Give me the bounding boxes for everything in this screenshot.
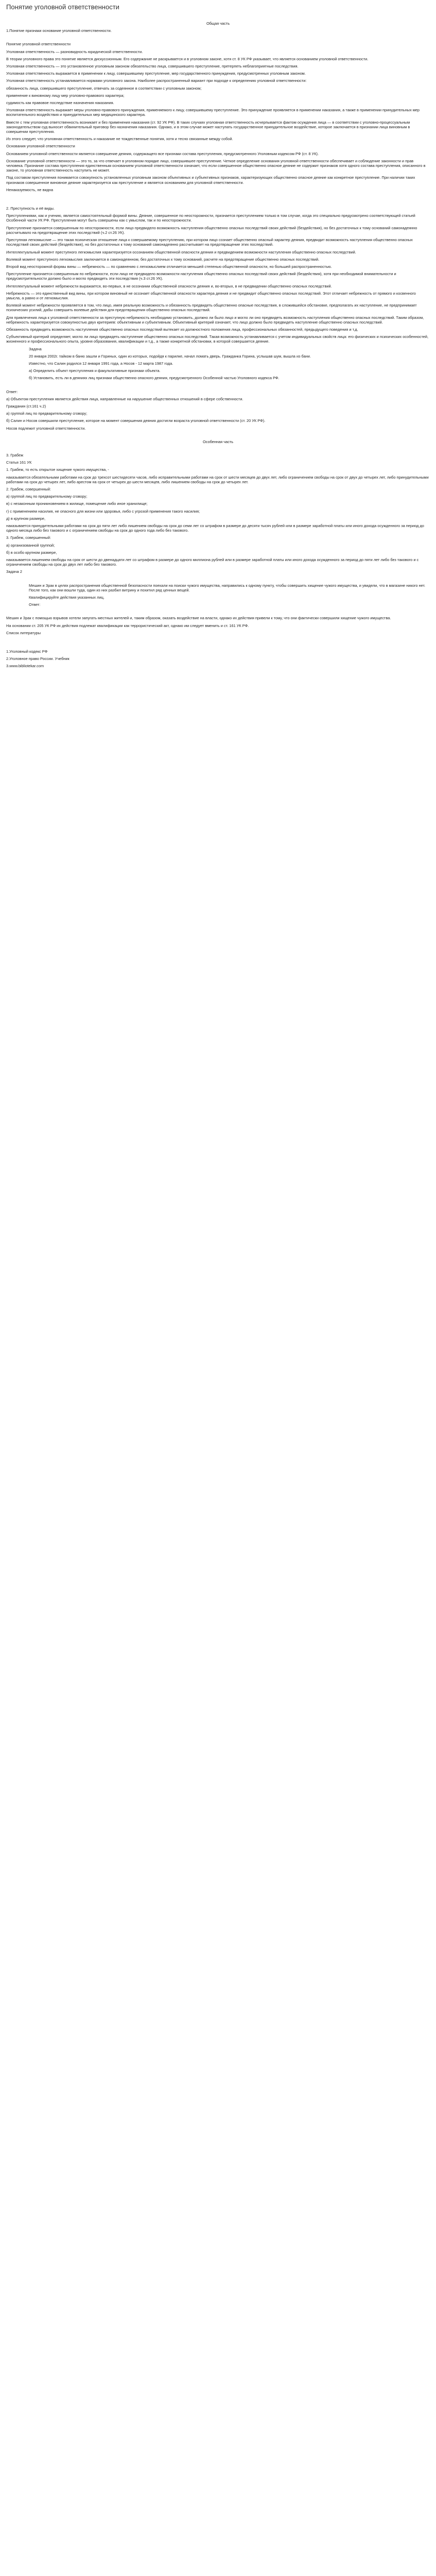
paragraph: Для привлечения лица к уголовной ответственности за преступную небрежность необходимо установить, должно ли было лицо и могло ли оно предвидеть возможность наступления общественно опасных последствий. Таким образом, небрежность характеризуется совокупностью двух критериев: объективным и субъективным. Объективный критерий означает, что лицо должно было предвидеть наступление общественно опасных последствий. [6,315,424,325]
section-heading-general: Общая часть [206,21,230,26]
paragraph: Вместе с тем уголовная ответственность возникает и без применения наказания (ст. 92 УК РФ). В таких случаях уголовная ответственность исчерпывается фактом осуждения лица — в соответствии с уголовно-процессуальным законодательством суд выносит обвинительный приговор без назначения наказания. Однако, и в этом случае может наступать государственное принудительное воздействие, которое заключается в признании лица виновным в совершении преступления. [6,120,410,134]
paragraph: Под составом преступления понимается совокупность установленных уголовным законом объективных и субъективных признаков, характеризующих общественно опасное деяние как конкретное преступление. При наличии таких признаков совершенное виновное деяние характеризуется как преступление и является основанием для уголовной ответственности. [6,175,415,185]
paragraph: Интеллектуальный момент преступного легкомыслия характеризуется осознанием общественной опасности деяния и предвидением возможности наступления общественно опасных последствий. [6,249,356,255]
paragraph: Ненаказуемость, не видна [6,187,54,192]
paragraph: Уголовная ответственность выражает меры уголовно-правового принуждения, применяемого к лицу, совершившему преступление. Это принуждение проявляется в применении наказания, а также в применении принудительных мер воспитательного воздействия и принудительных мер медицинского характера. [6,108,420,117]
paragraph: б) в особо крупном размере, [6,550,57,555]
paragraph: В теории уголовного права это понятие является дискуссионным. Его содержание не раскрывается и в уголовном законе, хотя ст. 8 УК РФ указывает, что является основанием уголовной ответственности. [6,56,369,61]
paragraph: Задача 2 [6,569,22,574]
document-page [0,0,436,669]
paragraph: г) с применением насилия, не опасного для жизни или здоровья, либо с угрозой применения такого насилия; [6,509,200,514]
paragraph: б) Салин и Носов совершили преступление, которое на момент совершения деяния достигли возраста уголовной ответственности (ст. 20 УК РФ). [6,418,266,423]
task-text: Квалифицируйте действия указанных лиц. [29,595,104,600]
paragraph: Основание уголовной ответственности — это то, за что отвечает в уголовном порядке лицо, совершившее преступление. Четкое определение основания уголовной ответственности обеспечивает и соблюдение законности и прав человека. Признание состава преступления единственным основанием уголовной ответственности означает, что если совершенное общественно опасное деяние не содержит признаков хотя одного состава преступления, описанного в законе, то уголовная ответственность наступить не может. [6,158,426,173]
answer-heading: Мешин и Зрак с помощью взрывов хотели запугать местных жителей и, таким образом, оказать воздействие на власти, однако их действия привели к тому, что они фактически совершили хищение чужого имущества. [6,616,391,621]
reference-item: 3.www.bibliotekar.com [6,664,44,669]
paragraph: Преступная легкомыслие — это такая психическая отношение лица к совершаемому преступлению, при котором лицо сознает общественно опасный характер деяния, предвидит возможность наступления общественно опасных последствий своих действий (бездействия), но без достаточных к тому оснований самонадеянно рассчитывает на предотвращение этих последствий. [6,238,413,247]
paragraph: Второй вид неосторожной формы вины — небрежность — по сравнению с легкомыслием отличается меньшей степенью общественной опасности, но большей распространенностью. [6,264,332,269]
paragraph: Волевой момент небрежности проявляется в том, что лицо, имея реальную возможность и обязанность предвидеть общественно опасные последствия, в сложившейся обстановке, предполагать их наступление, не предпринимает психических усилий, дабы совершить волевые действия для предотвращения общественно опасных последствий. [6,303,417,313]
paragraph: судимость как правовое последствие назначения наказания. [6,100,114,106]
task-heading: Задача [29,346,42,351]
section-heading-special: Особенная часть [202,439,234,444]
page-title: Понятие уголовной ответственности [6,3,119,11]
paragraph: а) группой лиц по предварительному сговору; [6,494,88,499]
paragraph: Волевой момент преступного легкомыслия заключается в самонадеянном, без достаточных к тому оснований, расчете на предотвращение общественно опасных последствий. [6,257,320,262]
paragraph: Статья 161 УК [6,460,32,465]
reference-item: 2.Уголовное право России. Учебник [6,656,69,662]
paragraph: а) Объектом преступления является действия лица, направленные на нарушение общественных отношений в сфере собственности. [6,396,243,401]
topic-heading: 3. Грабеж [6,452,24,457]
paragraph: в) с незаконным проникновением в жилище, помещение либо иное хранилище; [6,501,148,506]
references-heading: 1.Уголовный кодекс РФ [6,649,48,654]
paragraph: Обязанность предвидеть возможность наступления общественно опасных последствий вытекает из должностного положения лица, профессиональных обязанностей, предыдущего поведения и т.д. [6,327,358,332]
paragraph: Гражданин (ст.161 ч.2) [6,403,46,409]
paragraph: а) группой лиц по предварительному сговору; [6,411,88,416]
paragraph: Список литературы [6,630,41,635]
paragraph: Основанием уголовной ответственности является совершение деяния, содержащего все признаки состава преступления, предусмотренного Уголовным кодексом РФ (ст. 8 УК). [6,151,319,156]
paragraph: 1. Грабеж, то есть открытое хищение чужого имущества, - [6,467,109,472]
subheading: Понятие уголовной ответственности [6,42,71,47]
paragraph: На основании ст. 205 УК РФ их действия подлежат квалификации как террористический акт, однако им следует вменить и ст. 161 УК РФ. [6,623,249,628]
paragraph: Носов подлежит уголовной ответственности. [6,426,86,431]
paragraph: обязанность лица, совершившего преступление, отвечать за содеянное в соответствии с уголовным законом; [6,86,202,91]
paragraph: Преступление признается совершенным по небрежности, если лицо не предвидело возможности наступления общественно опасных последствий своих действий (бездействия), хотя при необходимой внимательности и предусмотрительности должно было и могло предвидеть эти последствия (ч.3 ст.26 УК). [6,272,396,281]
task-heading: Мешин и Зрак в целях распространения общественной безопасности поехали на поиски чужого имущества, направились к одному пункту, чтобы совершить хищение чужого имущества, и увидели, что в магазине никого нет. После того, как они вошли туда, один из них разбил витрину и похитил ряд ценных вещей. [29,583,426,592]
task-question: а) Определить объект преступления и факультативные признаки объекта. [29,368,161,374]
answer-heading: Ответ: [6,389,18,394]
paragraph: наказывается лишением свободы на срок от шести до двенадцати лет со штрафом в размере до одного миллиона рублей или в размере заработной платы или иного дохода осужденного за период до пяти лет либо без такового и с ограничением свободы на срок до двух лет либо без такового. [6,557,419,567]
paragraph: Небрежность — это единственный вид вины, при котором виновный не осознает общественной опасности характера деяния и не предвидит общественно опасных последствий. Этот отличает небрежность от прямого и косвенного умысла, а равно и от легкомыслия. [6,291,416,300]
topic-heading: 1.Понятие признаки основание уголовной ответственности. [6,28,112,33]
document-body [6,21,430,669]
task-text: 20 января 2002г. тайком в баню зашли и Гориных, один из которых, подойдя к парилке, начал ломать дверь. Гражданка Горина, услышав шум, вышла из бани. [29,353,311,359]
paragraph: Преступление признается совершенным по неосторожности, если лицо предвидело возможность наступления общественно опасных последствий своих действий (бездействия), но без достаточных к тому оснований самонадеянно рассчитывало на предотвращение этих последствий (ч.2 ст.26 УК). [6,225,417,235]
paragraph: Уголовная ответственность — разновидность юридической ответственности. [6,49,143,54]
paragraph: 2. Грабеж, совершенный: [6,487,51,492]
paragraph: а) организованной группой; [6,543,55,548]
paragraph: д) в крупном размере, [6,516,46,521]
paragraph: 3. Грабеж, совершенный: [6,535,51,540]
paragraph: Уголовная ответственность — это установленное уголовным законом обязательство лица, совершившего преступление, претерпеть неблагоприятные последствия. [6,64,299,69]
paragraph: Субъективный критерий определяет, могло ли лицо предвидеть наступление общественно опасных последствий. Такая возможность устанавливается с учетом индивидуальных свойств лица: его физических и психических особенностей, жизненного и профессионального опыта, уровня образования, квалификации и т.д., а также конкретной обстановки, в которой совершается деяние. [6,334,429,344]
paragraph: Уголовная ответственность устанавливается нормами уголовного закона. Наиболее распространенный вариант при подходе к определению уголовной ответственности: [6,78,307,83]
paragraph: Из этого следует, что уголовная ответственность и наказание не тождественные понятия, хотя и тесно связанные между собой. [6,137,233,142]
subheading: Основания уголовной ответственности [6,144,75,149]
paragraph: наказывается обязательными работами на срок до трехсот шестидесяти часов, либо исправительными работами на срок от шести месяцев до двух лет, либо ограничением свободы на срок от двух до четырех лет, либо принудительными работами на срок до четырех лет, либо арестом на срок от четырех до шести месяцев, либо лишением свободы на срок до четырех лет. [6,474,429,484]
paragraph: Преступлениями, как и учению, является самостоятельный формой вины. Деяние, совершенное по неосторожности, признается преступлением только в том случае, когда это специально предусмотрено соответствующей статьей Особенной части УК РФ. Преступления могут быть совершены как с умыслом, так и по неосторожности. [6,213,415,223]
paragraph: Уголовная ответственность выражается в применении к лицу, совершившему преступление, мер государственного принуждения, предусмотренных уголовным законом. [6,71,306,76]
task-question: б) Установить, есть ли в деяниях лиц признаки общественно опасного деяния, предусмотренного Особенной частью Уголовного кодекса РФ. [29,376,280,381]
paragraph: наказывается принудительными работами на срок до пяти лет либо лишением свободы на срок до семи лет со штрафом в размере до десяти тысяч рублей или в размере заработной платы или иного дохода осужденного за период до одного месяца либо без такового и с ограничением свободы на срок до одного года либо без такового. [6,523,424,533]
topic-heading: 2. Преступность и её виды. [6,206,55,211]
task-question: Ответ: [29,602,41,607]
task-text: Известно, что Салин родился 12 января 1991 года, а Носов - 12 марта 1987 года. [29,361,173,366]
paragraph: Интеллектуальный момент небрежности выражается, во-первых, в не осознании общественной опасности деяния и, во-вторых, в не предвидении общественно опасных последствий. [6,283,332,289]
paragraph: применение к виновному лицу мер уголовно-правового характера; [6,93,125,98]
